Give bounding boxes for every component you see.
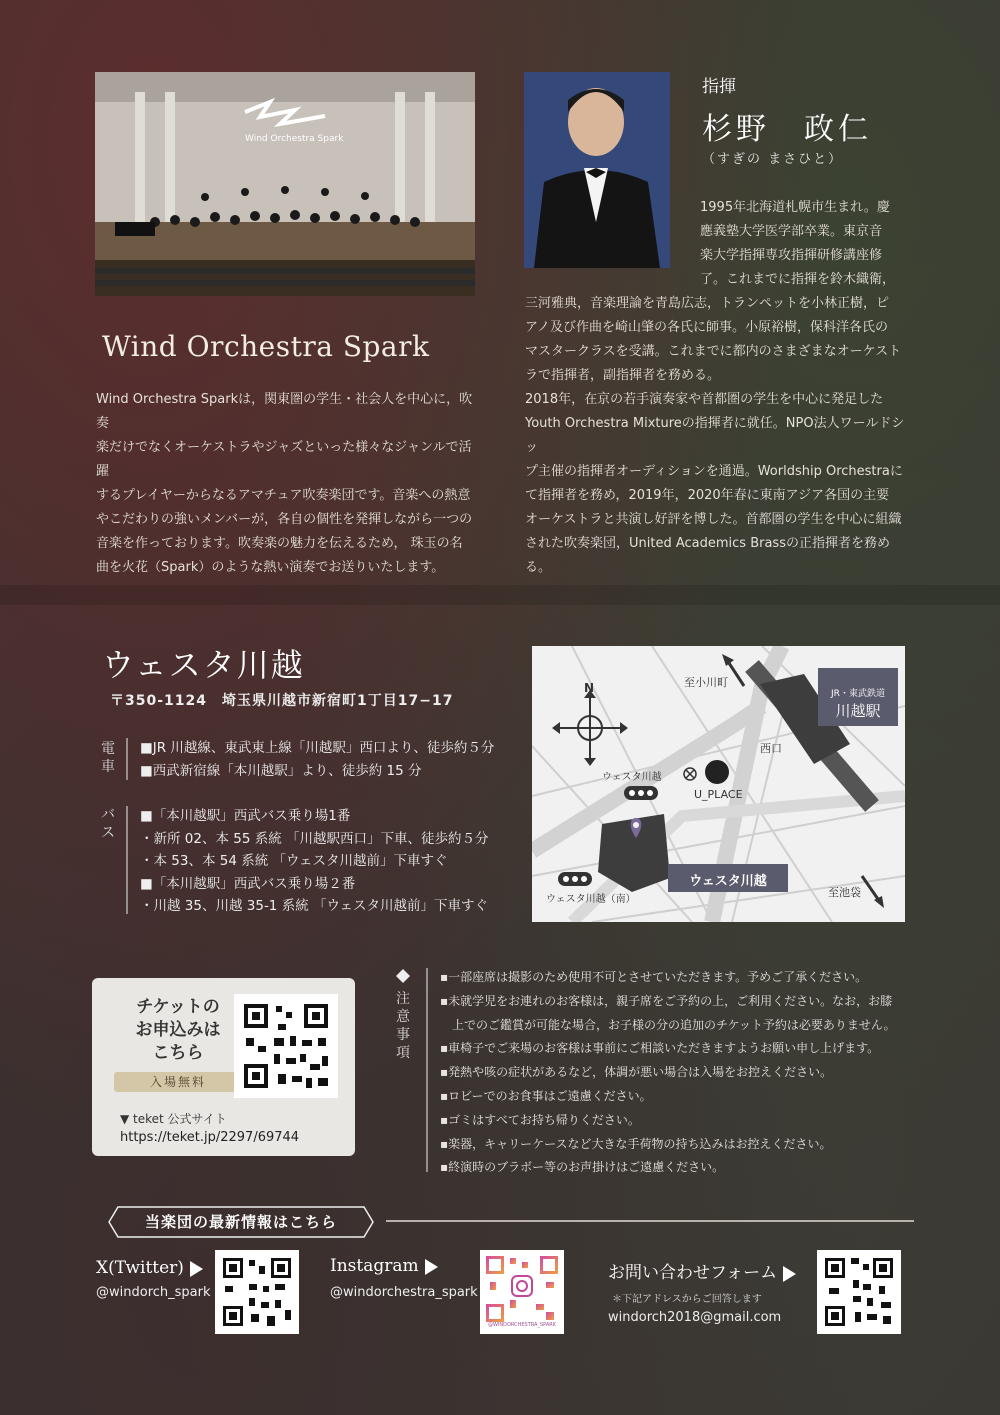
- ticket-qr-code[interactable]: [234, 994, 338, 1098]
- conductor-photo: [524, 72, 670, 268]
- contact-email[interactable]: windorch2018@gmail.com: [608, 1310, 782, 1325]
- venue-address: 〒350-1124 埼玉県川越市新宿町1丁目17−17: [110, 693, 454, 709]
- conductor-bio: 三河雅典，音楽理論を青島広志，トランペットを小林正樹，ピ アノ及び作曲を崎山肇の各氏に師事。小原裕樹，保科洋各氏の マスタークラスを受講。これまでに都内のさまざまなオーケスト ラで指揮者，副指揮者を務める。 2018年，在京の若手演奏家や首都圏の学生を中心に発足した Youth Orchestra Mixtureの指揮者に就任。NPO法人ワールドシッ プ主催の指揮者オーディションを通過。Worldship Orchestraに て指揮者を務め，2019年，2020年春に東南アジア各国の主要 オーケストラと共演し好評を博した。首都圏の学生を中心に組織 された吹奏楽団，United Academics Brassの正指揮者を務める。: [525, 296, 905, 575]
- conductor-role: 指揮: [702, 77, 736, 97]
- station-sub-label: JR・東武鉄道: [831, 689, 885, 699]
- orchestra-name: Wind Orchestra Spark: [102, 330, 430, 363]
- map-bus-stop-2: ウェスタ川越（南）: [546, 894, 636, 905]
- access-map: [532, 646, 905, 922]
- orchestra-photo: [95, 72, 475, 296]
- train-divider: [126, 738, 128, 780]
- twitter-label: X(Twitter): [96, 1258, 203, 1278]
- instagram-handle[interactable]: @windorchestra_spark: [330, 1285, 478, 1300]
- section-divider: [0, 585, 1000, 605]
- train-tag: 電 車: [101, 741, 115, 775]
- triangle-right-icon: [190, 1261, 203, 1277]
- map-bus-stop-1: ウェスタ川越: [602, 772, 662, 783]
- diamond-icon: [396, 968, 410, 982]
- contact-form-label: お問い合わせフォーム: [608, 1258, 796, 1283]
- conductor-bio-top: 1995年北海道札幌市生まれ。慶 應義塾大学医学部卒業。東京音 楽大学指揮専攻指揮研修講座修 了。これまでに指揮を鈴木織衛，: [700, 200, 896, 287]
- notes-tag: 注 意 事 項: [396, 991, 410, 1061]
- venue-name: ウェスタ川越: [102, 646, 305, 684]
- train-access: ■JR 川越線、東武東上線「川越駅」西口より、徒歩約５分 ■西武新宿線「本川越駅」より、徒歩約 15 分: [140, 740, 495, 779]
- notes-divider: [426, 968, 428, 1172]
- free-admission-badge: 入場無料: [114, 1072, 242, 1092]
- map-to-ikebukuro: 至池袋: [828, 886, 861, 899]
- latest-info-banner: [108, 1206, 374, 1238]
- ticket-title: チケットの お申込みは こちら: [135, 997, 221, 1063]
- map-venue-label: ウェスタ川越: [689, 874, 767, 889]
- contact-qr-code[interactable]: [817, 1250, 901, 1334]
- ticket-box[interactable]: [92, 978, 355, 1156]
- map-to-ogawamachi: 至小川町: [684, 676, 728, 689]
- triangle-right-icon: [425, 1259, 438, 1275]
- triangle-right-icon: [783, 1266, 796, 1282]
- bus-tag: バ ス: [101, 807, 115, 841]
- map-west-exit: 西口: [760, 742, 782, 755]
- ticket-url-link[interactable]: https://teket.jp/2297/69744: [120, 1130, 300, 1145]
- instagram-qr-caption: @WINDORCHESTRA_SPARK: [487, 1322, 557, 1328]
- logo-caption: Wind Orchestra Spark: [245, 134, 344, 144]
- notes-list: ▪一部座席は撮影のため使用不可とさせていただきます。予めご了承ください。 ▪未就学児をお連れのお客様は，親子席をご予約の上，ご利用ください。なお，お膝 上でのご鑑賞が可能な場合，お子様の分の追加のチケット予約は必要ありません。 ▪車椅子でご来場のお客様は事前にご相談いただきますようお願い申し上げます。 ▪発熱や咳の症状があるなど，体調が悪い場合は入場をお控えください。 ▪ロビーでのお食事はご遠慮ください。 ▪ゴミはすべてお持ち帰りください。 ▪楽器，キャリーケースなど大きな手荷物の持ち込みはお控えください。 ▪終演時のブラボー等のお声掛けはご遠慮ください。: [440, 970, 896, 1175]
- north-label: N: [584, 681, 595, 695]
- bus-divider: [126, 806, 128, 914]
- latest-info-label: 当楽団の最新情報はこちら: [144, 1213, 337, 1231]
- conductor-name: 杉野 政仁: [702, 112, 872, 147]
- contact-note: ＊下記アドレスからご回答します: [612, 1294, 762, 1305]
- ticket-site-label: ▼ teket 公式サイト: [120, 1112, 227, 1126]
- orchestra-description: Wind Orchestra Sparkは，関東圏の学生・社会人を中心に，吹奏 楽だけでなくオーケストラやジャズといった様々なジャンルで活躍 するプレイヤーからなるアマチュア吹奏楽団です。音楽への熱意 やこだわりの強いメンバーが，各自の個性を発揮しながら一つの 音楽を作っております。吹奏楽の魅力を伝えるため， 珠玉の名 曲を火花（Spark）のような熱い演奏でお送りいたします。: [96, 392, 473, 575]
- instagram-qr-code[interactable]: [480, 1250, 564, 1334]
- twitter-handle[interactable]: @windorch_spark: [96, 1285, 211, 1300]
- station-label: 川越駅: [835, 702, 881, 720]
- bus-access: ■「本川越駅」西武バス乗り場1番 ・新所 02、本 55 系統 「川越駅西口」下車、徒歩約５分 ・本 53、本 54 系統 「ウェスタ川越前」下車すぐ ■「本川越駅」西武バス乗り場２番 ・川越 35、川越 35-1 系統 「ウェスタ川越前」下車すぐ: [140, 808, 489, 914]
- map-u-place: U_PLACE: [694, 788, 743, 801]
- conductor-reading: （すぎの まさひと）: [702, 152, 844, 167]
- instagram-label: Instagram: [330, 1256, 438, 1276]
- twitter-qr-code[interactable]: [215, 1250, 299, 1334]
- latest-info-rule: [386, 1220, 914, 1222]
